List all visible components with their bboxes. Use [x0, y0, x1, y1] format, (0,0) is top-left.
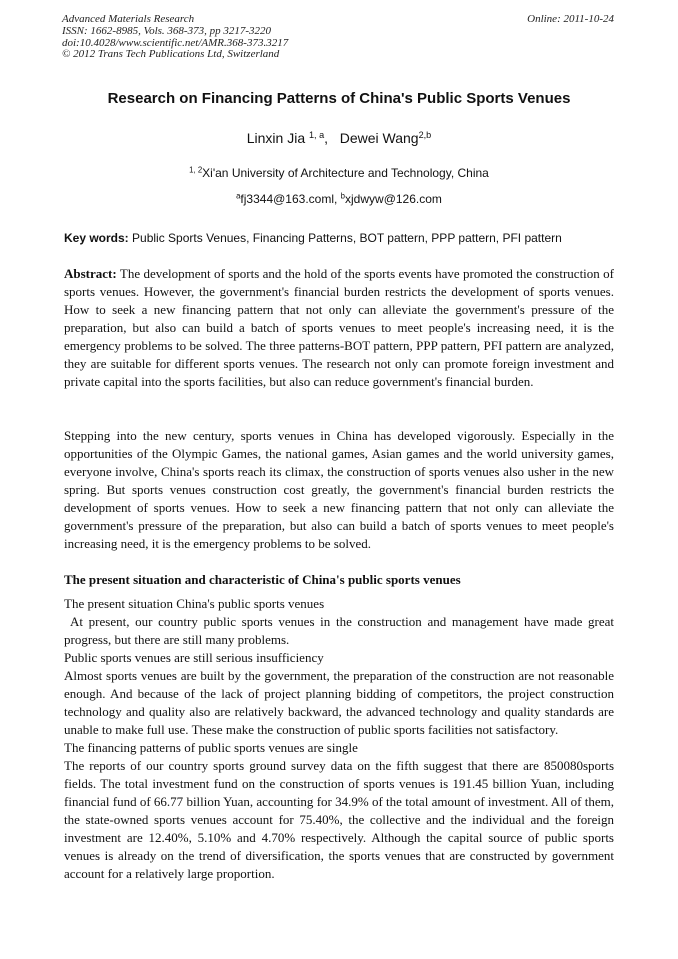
journal-name: Advanced Materials Research	[62, 13, 195, 25]
affiliation-text: Xi'an University of Architecture and Technology, China	[202, 166, 489, 180]
journal-header	[62, 14, 288, 61]
email-b[interactable]: xjdwyw@126.com	[345, 192, 442, 206]
abstract-label: Abstract:	[64, 266, 117, 281]
paragraph-financing: The reports of our country sports ground survey data on the fifth suggest that there are 850080sports fields. The total investment fund on the construction of sports venues is 191.45 billion Yuan, including financial fund of 66.77 billion Yuan, accounting for 34.9% of the total amount of investment. All of them, the state-owned sports venues account for 75.40%, the collective and the individual and the foreign investment are 12.40%, 5.10% and 4.70% respectively. Although the capital source of public sports venues is already on the trend of diversification, the sports venues that are constructed by government account for a relatively large proportion.	[64, 758, 614, 881]
copyright-line: © 2012 Trans Tech Publications Ltd, Switzerland	[62, 48, 280, 61]
author-separator: ,	[324, 130, 329, 146]
email-line	[20, 192, 658, 206]
paragraph-progress: At present, our country public sports venues in the construction and management have made great progress, but there are still many problems.	[64, 614, 614, 647]
online-date: Online: 2011-10-24	[527, 13, 614, 25]
email-a[interactable]: fj3344@163.coml,	[240, 192, 341, 206]
author-1-sup: 1, a	[309, 130, 325, 140]
issn-line: ISSN: 1662-8985, Vols. 368-373, pp 3217-3220	[62, 24, 271, 37]
email-a-sup: a	[236, 191, 241, 201]
author-2-name: Dewei Wang	[339, 130, 419, 146]
author-1-name: Linxin Jia	[246, 130, 306, 146]
intro-paragraph: Stepping into the new century, sports venues in China has developed vigorously. Especially in the opportunities of the Olympic Games, the national games, Asian games and the world university games, everyone involve, China's sports reach its climax, the construction of sports venues also usher in the new spring. But sports venues construction cost greatly, the government's financial burden restricts the development of sports venues. How to seek a new financing pattern that not only can alleviate the government's pressure of the preparation, but also can build a batch of sports venues to meet people's increasing need, it is the emergency problems to be solved.	[64, 428, 614, 551]
paper-title: Research on Financing Patterns of China's Public Sports Venues	[107, 90, 571, 107]
doi-line[interactable]: doi:10.4028/www.scientific.net/AMR.368-373.3217	[62, 36, 289, 49]
abstract-text: The development of sports and the hold of the sports events have promoted the construction of sports venues. However, the government's financial burden restricts the development of sports venues. How to seek a new financing pattern that not only can alleviate the government's pressure of the preparation, but also can build a batch of sports venues to meet people's increasing need, it is the emergency problems to be solved. The three patterns-BOT pattern, PPP pattern, PFI pattern are analyzed, they are suitable for different sports venues. The research not only can promote foreign investment and private capital into the sports facilities, but also can reduce government's financial burden.	[64, 266, 615, 389]
subheading-present-situation: The present situation China's public sports venues	[64, 596, 325, 611]
subheading-financing-single: The financing patterns of public sports venues are single	[64, 740, 358, 755]
email-b-sup: b	[340, 191, 346, 201]
section-present-situation	[64, 571, 614, 883]
affiliation	[20, 166, 658, 180]
paragraph-insufficiency: Almost sports venues are built by the government, the preparation of the construction are not reasonable enough. And because of the lack of project planning bidding of competitors, the project construction technology and quality also are relatively backward, the advanced technology and quality standards are unable to make full use. These make the construction of public sports facilities not satisfactory.	[64, 668, 614, 737]
keywords	[64, 231, 624, 245]
section-title: The present situation and characteristic of China's public sports venues	[64, 572, 461, 587]
affiliation-sup: 1, 2	[189, 165, 203, 175]
author-line	[20, 130, 658, 146]
author-2-sup: 2,b	[418, 130, 432, 140]
keywords-label: Key words:	[64, 231, 129, 245]
subheading-insufficiency: Public sports venues are still serious insufficiency	[64, 650, 324, 665]
keywords-text: Public Sports Venues, Financing Patterns, BOT pattern, PPP pattern, PFI pattern	[132, 231, 562, 245]
abstract	[64, 265, 614, 391]
